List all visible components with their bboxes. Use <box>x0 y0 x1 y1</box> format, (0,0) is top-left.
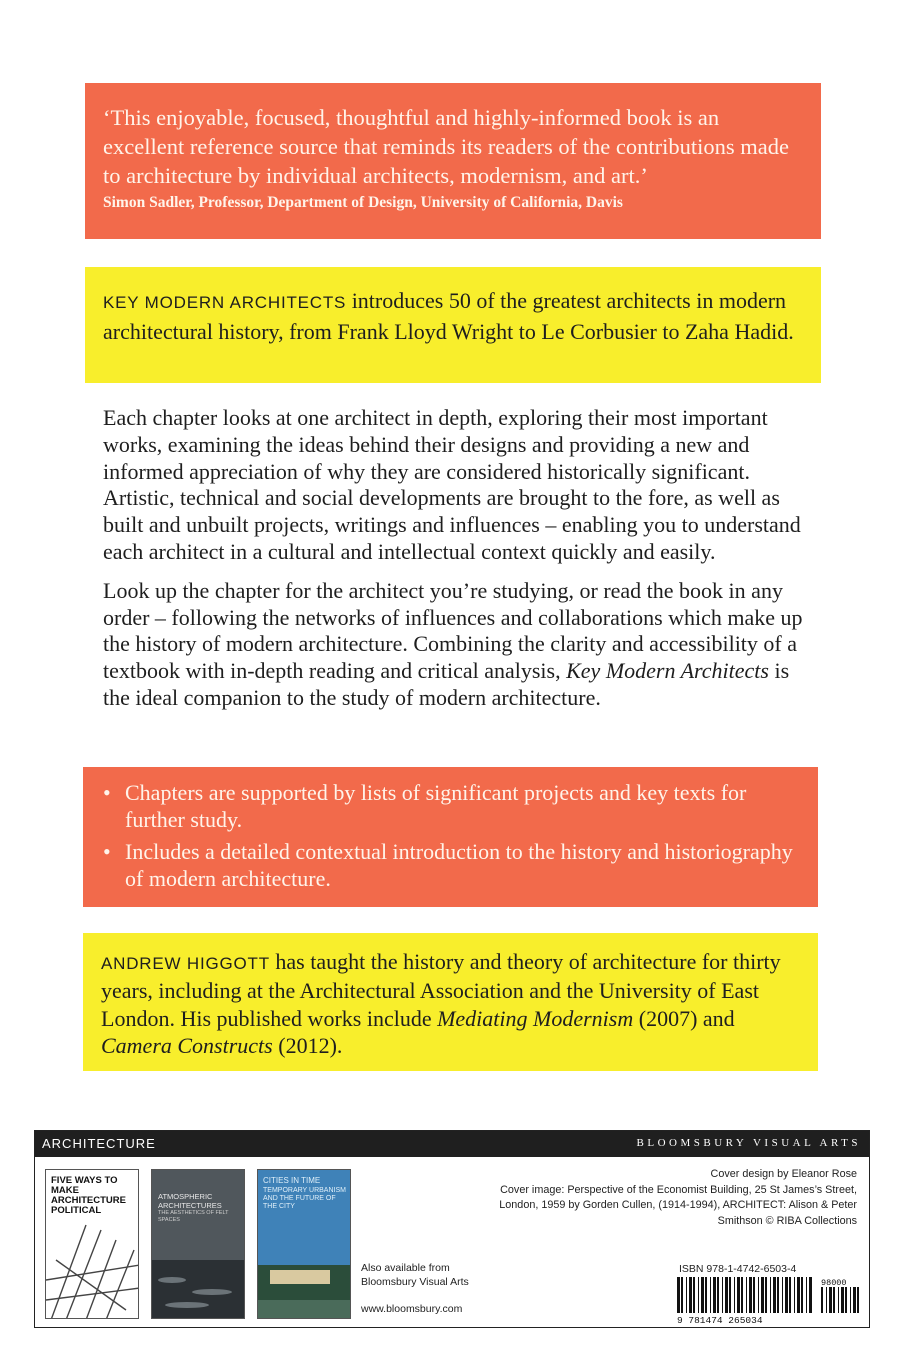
author-book-2: Camera Constructs <box>101 1032 273 1058</box>
p2-text-end: is the ideal companion to the study of modern architecture. <box>103 658 790 710</box>
description-paragraph-2 <box>103 578 803 712</box>
barcode-bar <box>761 1277 764 1313</box>
feature-item <box>103 838 798 892</box>
barcode-bar <box>841 1287 844 1313</box>
author-book-1: Mediating Modernism <box>437 1005 634 1031</box>
cover-title-1: FIVE WAYS TO MAKE ARCHITECTURE POLITICAL <box>51 1175 126 1216</box>
barcode-bar <box>770 1277 771 1313</box>
cover-title-3: CITIES IN TIME <box>263 1176 321 1185</box>
barcode-bar <box>689 1277 692 1313</box>
barcode-bar <box>845 1287 847 1313</box>
also-available <box>361 1261 469 1289</box>
cover-image-credit: Cover image: Perspective of the Economist Building, 25 St James’s Street, London, 1959 by Gorden Cullen, (1914-1994), ARCHITECT: Alison & Peter Smithson © RIBA Collections <box>499 1183 857 1227</box>
barcode-bar <box>794 1277 795 1313</box>
description <box>103 405 803 724</box>
author-bio-2: (2007) and <box>633 1005 735 1031</box>
barcode-bar <box>693 1277 695 1313</box>
author-bio: has taught the history and theory of architecture for thirty years, including at the Architectural Association and the University of East London. His published works include <box>101 949 781 1031</box>
author-bio-3: (2012). <box>272 1032 343 1058</box>
related-book-cover-2 <box>151 1169 245 1319</box>
intro-panel <box>85 267 821 383</box>
intro-text: introduces 50 of the greatest architects in modern architectural history, from Frank Lloyd Wright to Le Corbusier to Zaha Hadid. <box>103 288 794 344</box>
back-cover-footer <box>34 1130 870 1328</box>
barcode-icon <box>675 1277 861 1325</box>
barcode-bar <box>710 1277 711 1313</box>
barcode-bar <box>857 1287 859 1313</box>
bullet-icon: • <box>103 780 111 805</box>
bullet-icon: • <box>103 839 111 864</box>
feature-text: Includes a detailed contextual introduction to the history and historiography of modern architecture. <box>125 839 793 891</box>
author-panel <box>83 933 818 1071</box>
category-label: ARCHITECTURE <box>42 1136 156 1151</box>
barcode-bar <box>797 1277 800 1313</box>
barcode-bar <box>777 1277 779 1313</box>
related-book-cover-1 <box>45 1169 139 1319</box>
barcode-bar <box>677 1277 680 1313</box>
barcode-bar <box>746 1277 747 1313</box>
features-panel <box>83 767 818 907</box>
barcode-bar <box>801 1277 803 1313</box>
barcode-bar <box>809 1277 812 1313</box>
barcode-bar <box>789 1277 791 1313</box>
barcode-bar <box>729 1277 731 1313</box>
barcode-bar <box>749 1277 752 1313</box>
barcode-bar <box>722 1277 723 1313</box>
quote-attribution: Simon Sadler, Professor, Department of Design, University of California, Davis <box>103 194 623 211</box>
barcode-bar <box>782 1277 783 1313</box>
cover-title-2: ATMOSPHERIC ARCHITECTURES <box>158 1192 222 1210</box>
price-code: 98000 <box>821 1278 847 1288</box>
barcode-bar <box>806 1277 807 1313</box>
barcode-bar <box>698 1277 699 1313</box>
p2-text: Look up the chapter for the architect you’re studying, or read the book in any order – following the networks of influences and collaborations which make up the history of modern architecture. Combining the clarity and accessibility of a textbook with in-depth reading and critical analysis, <box>103 577 803 684</box>
barcode-bar <box>741 1277 743 1313</box>
barcode-bar <box>826 1287 827 1313</box>
barcode-bar <box>850 1287 851 1313</box>
barcode-bar <box>758 1277 759 1313</box>
barcode-bar <box>833 1287 835 1313</box>
barcode-bar <box>713 1277 716 1313</box>
barcode-bar <box>717 1277 719 1313</box>
barcode-digits: 9 781474 265034 <box>677 1315 763 1325</box>
barcode-bar <box>821 1287 823 1313</box>
barcode-bar <box>737 1277 740 1313</box>
also-line-1: Also available from <box>361 1262 450 1274</box>
feature-text: Chapters are supported by lists of significant projects and key texts for further study. <box>125 780 747 832</box>
publisher-name: BLOOMSBURY VISUAL ARTS <box>636 1137 861 1149</box>
barcode-bar <box>785 1277 788 1313</box>
barcode-bar <box>829 1287 832 1313</box>
category-bar <box>35 1131 869 1157</box>
barcode-bar <box>773 1277 776 1313</box>
quote-panel <box>85 83 821 239</box>
barcode-bar <box>681 1277 683 1313</box>
review-quote: ‘This enjoyable, focused, thoughtful and highly-informed book is an excellent reference source that reminds its readers of the contributions made to architecture by individual architects, modernism, and art.’ <box>103 105 789 188</box>
barcode-bar <box>725 1277 728 1313</box>
feature-item <box>103 779 798 833</box>
isbn: ISBN 978-1-4742-6503-4 <box>679 1263 797 1275</box>
cover-design-credit: Cover design by Eleanor Rose <box>710 1168 857 1180</box>
also-line-2: Bloomsbury Visual Arts <box>361 1276 469 1288</box>
barcode-bar <box>734 1277 735 1313</box>
barcode-bar <box>765 1277 767 1313</box>
author-name: ANDREW HIGGOTT <box>101 954 270 973</box>
related-book-cover-3 <box>257 1169 351 1319</box>
description-paragraph-1: Each chapter looks at one architect in depth, exploring their most important works, examining the ideas behind their designs and providing a new and informed appreciation of why they are considered historically significant. Artistic, technical and social developments are brought to the fore, as well as built and unbuilt projects, writings and influences – enabling you to understand each architect in a cultural and intellectual context quickly and easily. <box>103 405 801 564</box>
book-title-caps: KEY MODERN ARCHITECTS <box>103 293 347 312</box>
website-link[interactable]: www.bloomsbury.com <box>361 1303 463 1315</box>
barcode-bar <box>701 1277 704 1313</box>
book-title-italic: Key Modern Architects <box>566 658 769 684</box>
cover-credits <box>477 1167 857 1229</box>
cover-subtitle-2: THE AESTHETICS OF FELT SPACES <box>158 1210 229 1223</box>
barcode-bar <box>853 1287 856 1313</box>
cover-subtitle-3: TEMPORARY URBANISM AND THE FUTURE OF THE CITY <box>263 1187 346 1210</box>
barcode-bar <box>838 1287 839 1313</box>
barcode-bar <box>686 1277 687 1313</box>
barcode-bar <box>705 1277 707 1313</box>
barcode-bar <box>753 1277 755 1313</box>
